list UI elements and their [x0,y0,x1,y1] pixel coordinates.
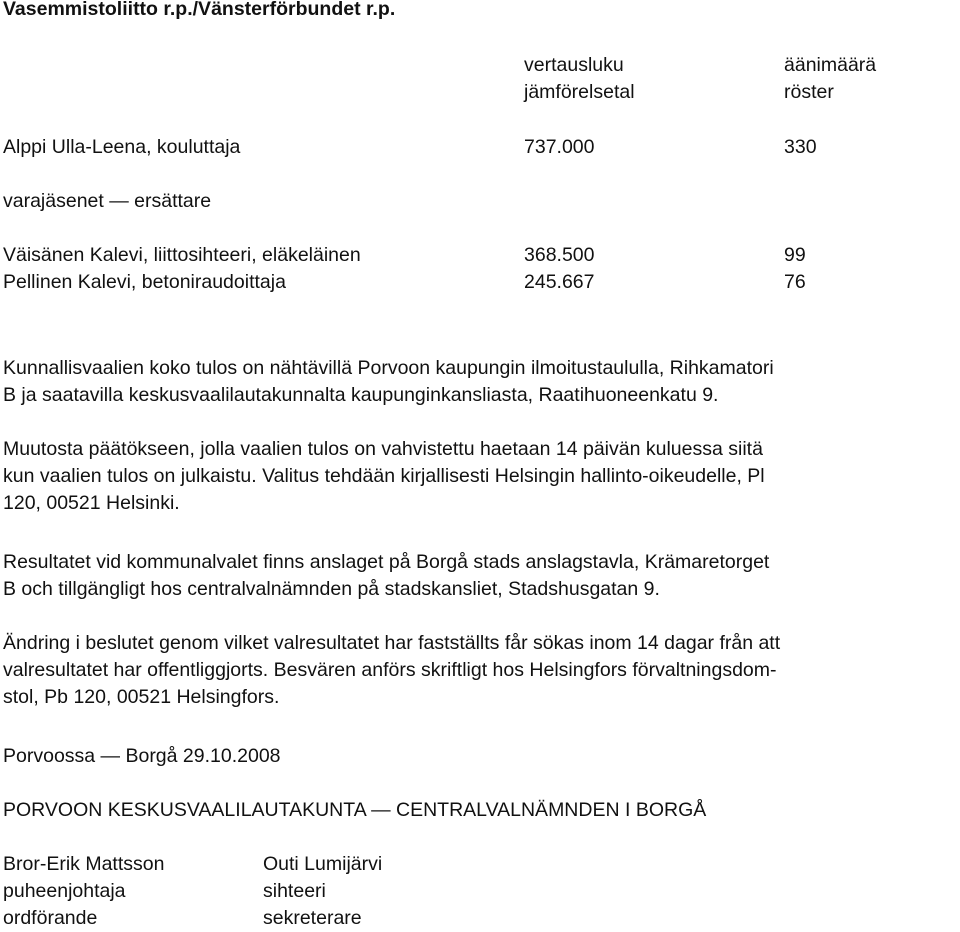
paragraph-line: stol, Pb 120, 00521 Helsingfors. [3,686,280,708]
signatory-role-sv: sekreterare [263,907,362,929]
substitute-votes: 99 [784,244,806,266]
substitutes-heading: varajäsenet — ersättare [3,190,212,212]
paragraph-line: Kunnallisvaalien koko tulos on nähtävillä Porvoon kaupungin ilmoitustaululla, Rihkamatori [3,357,774,379]
signatory-name: Bror-Erik Mattsson [3,853,165,875]
paragraph-appeal-fi [3,436,953,517]
signatory-name: Outi Lumijärvi [263,853,383,875]
substitute-ratio: 368.500 [524,244,595,266]
paragraph-line: Muutosta päätökseen, jolla vaalien tulos on vahvistettu haetaan 14 päivän kuluessa siitä [3,438,763,460]
candidate-name: Alppi Ulla-Leena, kouluttaja [3,136,241,158]
document-title: Vasemmistoliitto r.p./Vänsterförbundet r.p. [3,0,396,20]
candidate-ratio: 737.000 [524,136,595,158]
paragraph-line: kun vaalien tulos on julkaistu. Valitus tehdään kirjallisesti Helsingin hallinto-oikeudelle, Pl [3,465,765,487]
header-votes-fi: äänimäärä [784,54,877,76]
substitute-votes: 76 [784,271,806,293]
substitute-name: Pellinen Kalevi, betoniraudoittaja [3,271,286,293]
header-ratio-sv: jämförelsetal [524,81,635,103]
paragraph-results-fi [3,355,953,409]
substitute-ratio: 245.667 [524,271,595,293]
paragraph-line: Resultatet vid kommunalvalet finns anslaget på Borgå stads anslagstavla, Krämaretorget [3,551,770,573]
signatory-role-fi: puheenjohtaja [3,880,126,902]
signatory-role-sv: ordförande [3,907,98,929]
paragraph-line: B och tillgängligt hos centralvalnämnden på stadskansliet, Stadshusgatan 9. [3,578,660,600]
substitute-name: Väisänen Kalevi, liittosihteeri, eläkeläinen [3,244,361,266]
place-date: Porvoossa — Borgå 29.10.2008 [3,745,281,767]
paragraph-line: Ändring i beslutet genom vilket valresultatet har fastställts får sökas inom 14 dagar från att [3,632,781,654]
paragraph-line: valresultatet har offentliggjorts. Besvären anförs skriftligt hos Helsingfors förvaltningsdom- [3,659,777,681]
candidate-votes: 330 [784,136,817,158]
paragraph-line: B ja saatavilla keskusvaalilautakunnalta kaupunginkansliasta, Raatihuoneenkatu 9. [3,384,719,406]
committee-name: PORVOON KESKUSVAALILAUTAKUNTA — CENTRALVALNÄMNDEN I BORGÅ [3,799,707,821]
paragraph-appeal-sv [3,630,953,711]
header-ratio-fi: vertausluku [524,54,624,76]
paragraph-line: 120, 00521 Helsinki. [3,492,180,514]
paragraph-results-sv [3,549,953,603]
signatory-role-fi: sihteeri [263,880,326,902]
header-votes-sv: röster [784,81,834,103]
